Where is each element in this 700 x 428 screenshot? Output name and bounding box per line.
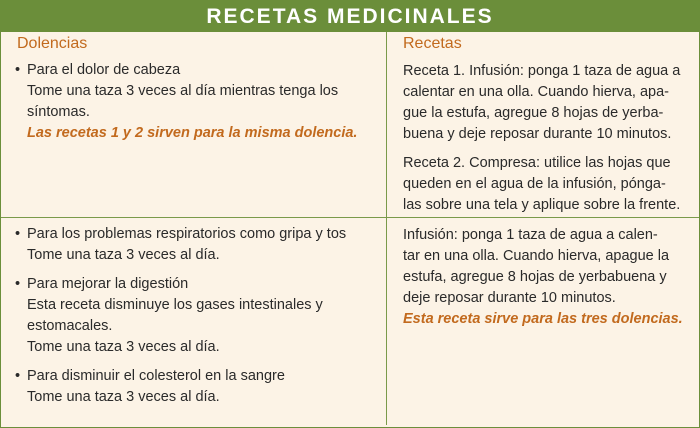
recipe-line: Receta 2. Compresa: utilice las hojas que [403, 155, 671, 171]
recipe-infusion [403, 225, 691, 309]
recipe-1 [403, 61, 691, 145]
row1-note: Las recetas 1 y 2 sirven para la misma dolencia. [27, 125, 358, 141]
recipe-line: tar en una olla. Cuando hierva, apague la [403, 248, 670, 264]
ailment-title: Para el dolor de cabeza [27, 62, 181, 78]
recipe-2 [403, 153, 691, 216]
table-title: RECETAS MEDICINALES [1, 1, 699, 32]
header-recetas: Recetas [403, 35, 462, 52]
ailment-line: Tome una taza 3 veces al día. [27, 389, 220, 405]
bullet-icon: • [15, 226, 21, 242]
recipe-line: Infusión: ponga 1 taza de agua a calen- [403, 227, 658, 243]
recipe-line: Receta 1. Infusión: ponga 1 taza de agua a [403, 63, 681, 79]
bullet-icon: • [15, 62, 21, 78]
table-grid [1, 32, 699, 425]
ailment-line: Tome una taza 3 veces al día mientras tenga los [27, 83, 339, 99]
row2-recetas [387, 217, 699, 425]
ailment-line: Tome una taza 3 veces al día. [27, 339, 220, 355]
row1-recetas [387, 54, 699, 217]
ailment-title: Para disminuir el colesterol en la sangre [27, 368, 285, 384]
ailment-line: síntomas. [27, 104, 90, 120]
bullet-icon: • [15, 368, 21, 384]
ailment-title: Para los problemas respiratorios como gripa y tos [27, 226, 347, 242]
row2-note: Esta receta sirve para las tres dolencias. [403, 311, 683, 327]
ailment-title: Para mejorar la digestión [27, 276, 189, 292]
bullet-icon: • [15, 276, 21, 292]
recipe-line: estufa, agregue 8 hojas de yerbabuena y [403, 269, 667, 285]
header-dolencias: Dolencias [1, 32, 387, 54]
ailment-respiratory [15, 224, 376, 266]
recipe-line: las sobre una tela y aplique sobre la frente. [403, 197, 681, 213]
ailment-line: Tome una taza 3 veces al día. [27, 247, 220, 263]
row1-dolencias [1, 54, 387, 217]
recipe-line: buena y deje reposar durante 10 minutos. [403, 126, 672, 142]
row2-dolencias [1, 217, 387, 425]
recipe-line: queden en el agua de la infusión, pónga- [403, 176, 666, 192]
ailment-line: Esta receta disminuye los gases intestinales y [27, 297, 323, 313]
recipe-line: deje reposar durante 10 minutos. [403, 290, 616, 306]
ailment-line: estomacales. [27, 318, 113, 334]
recipe-line: gue la estufa, agregue 8 hojas de yerba- [403, 105, 664, 121]
ailment-cholesterol [15, 366, 376, 408]
ailment-headache [15, 60, 376, 123]
ailment-digestion [15, 274, 376, 358]
recipe-line: calentar en una olla. Cuando hierva, apa- [403, 84, 670, 100]
